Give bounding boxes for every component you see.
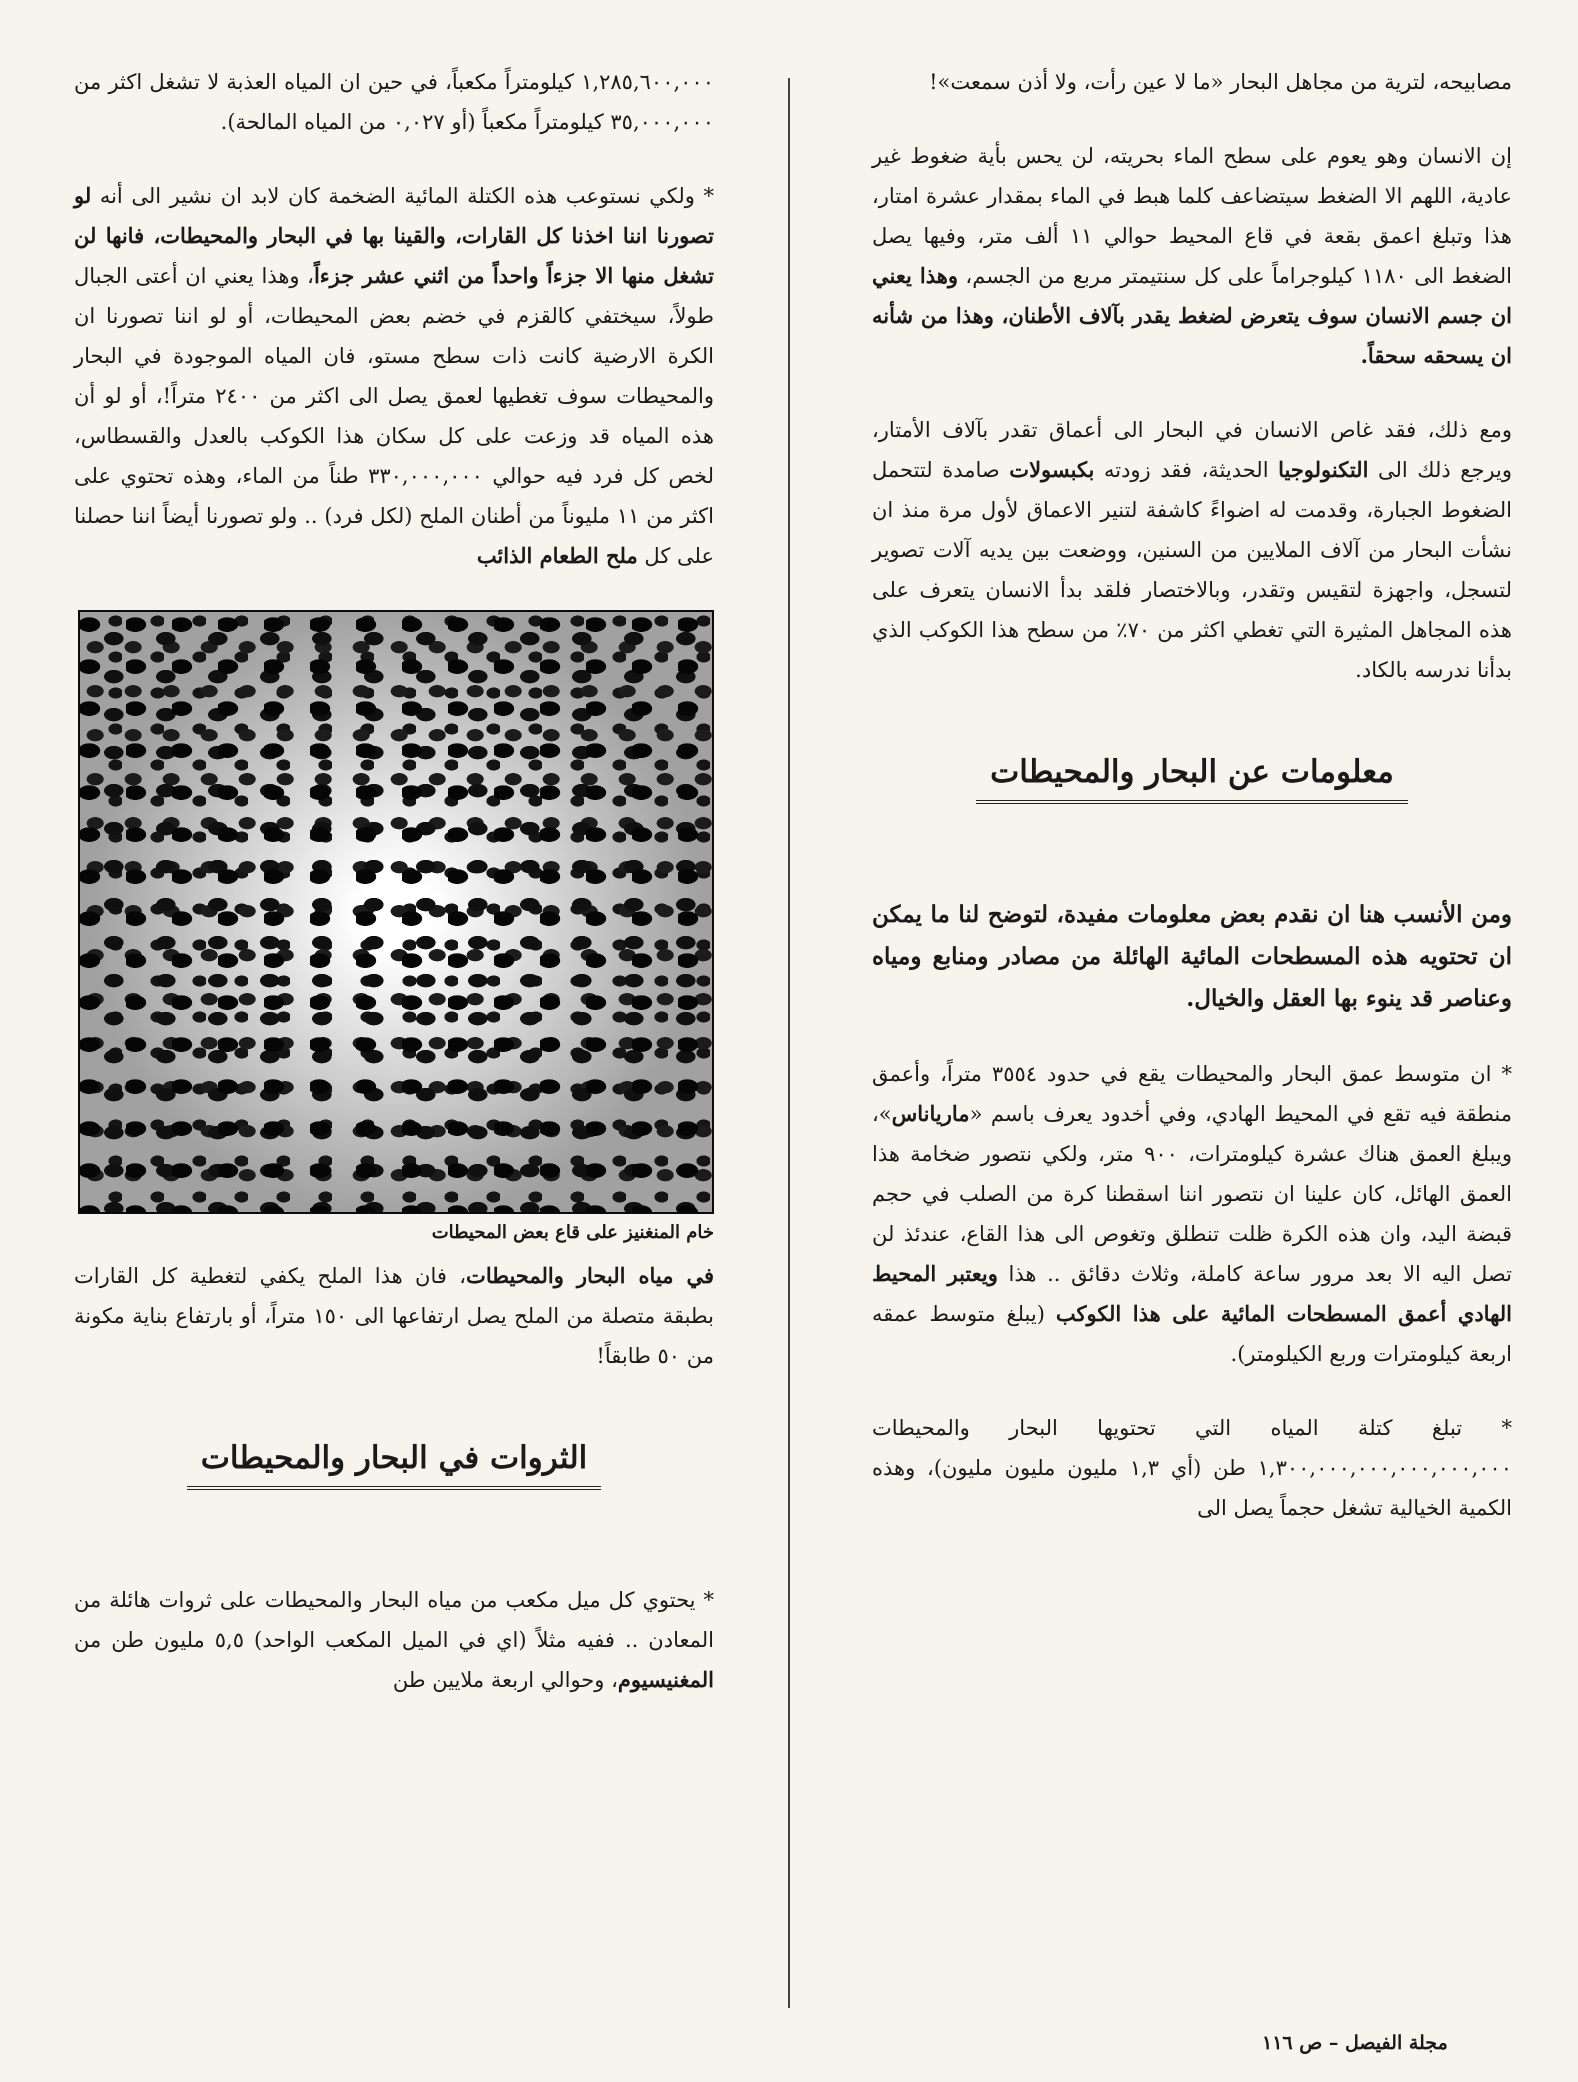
paragraph [872,1054,1512,1374]
bold-text: في مياه البحار والمحيطات [466,1263,714,1288]
photo-caption: خام المنغنيز على قاع بعض المحيطات [431,1222,714,1243]
paragraph: * تبلغ كتلة المياه التي تحتويها البحار والمحيطات ١,٣٠٠,٠٠٠,٠٠٠,٠٠٠,٠٠٠,٠٠٠ طن (أي ١,٣ مليون مليون مليون)، وهذه الكمية الخيالية تشغل حجماً يصل الى [872,1416,1512,1520]
paragraph [74,176,714,576]
right-column [872,62,1512,1562]
section-heading [74,1436,714,1490]
paragraph [74,1580,714,1700]
text-run: * يحتوي كل ميل مكعب من مياه البحار والمحيطات على ثروات هائلة من المعادن .. ففيه مثلاً (اي في الميل المكعب الواحد) ٥,٥ مليون طن من [74,1588,714,1652]
bold-text: وهذا يعني ان جسم الانسان سوف يتعرض لضغط يقدر بآلاف الأطنان، وهذا من شأنه ان يسحقه سحقاً. [872,263,1512,368]
text-run: ، فان هذا الملح يكفي لتغطية كل القارات بطبقة متصلة من الملح يصل ارتفاعها الى ١٥٠ متراً، أو بارتفاع بناية مكونة من ٥٠ طابقاً! [74,1264,714,1368]
bold-text: ويعتبر المحيط الهادي أعمق المسطحات المائية على هذا الكوكب [872,1261,1512,1326]
bold-text: التكنولوجيا [1278,457,1369,482]
bold-text: بكبسولات [1009,457,1095,482]
text-run: * ولكي نستوعب هذه الكتلة المائية الضخمة كان لابد ان نشير الى أنه [91,184,714,208]
bold-text: مارياناس [891,1101,970,1126]
bold-text: لو تصورنا اننا اخذنا كل القارات، والقينا بها في البحار والمحيطات، فانها لن تشغل منها الا جزءاً واحداً من اثني عشر جزءاً [74,183,714,288]
text-run: (يبلغ متوسط عمقه اربعة كيلومترات وربع الكيلومتر). [872,1302,1512,1366]
paragraph [74,1256,714,1376]
text-run: ومع ذلك، فقد غاص الانسان في البحار الى أعماق تقدر بآلاف الأمتار، ويرجع ذلك الى [872,418,1513,482]
paragraph [872,410,1512,690]
bold-text: المغنيسيوم [617,1667,714,1692]
text-run: ، وهذا يعني ان أعتى الجبال طولاً، سيختفي كالقزم في خضم بعض المحيطات، أو لو اننا تصورنا ان الكرة الارضية كانت ذات سطح مستو، فان المياه الموجودة في البحار والمحيطات سوف تغطيها لعمق يصل الى اكثر من ٢٤٠٠ متراً!، أو لو أن هذه المياه قد وزعت على كل سكان هذا الكوكب بالعدل والقسطاس، لخص كل فرد فيه حوالي ٣٣٠,٠٠٠,٠٠٠ طناً من الماء، وهذه تحتوي على اكثر من ١١ مليوناً من أطنان الملح (لكل فرد) .. ولو تصورنا أيضاً اننا حصلنا على كل [74,264,715,568]
text-run: صامدة لتتحمل الضغوط الجبارة، وقدمت له اضواءً كاشفة لتنير الاعماق لأول مرة منذ ان نشأت البحار من آلاف الملايين من السنين، ووضعت بين يديه آلات تصوير لتسجل، واجهزة لتقيس وتقدر، وبالاختصار فلقد بدأ الانسان يتعرف على هذه المجاهل المثيرة التي تغطي اكثر من ٧٠٪ من سطح هذا الكوكب الذي بدأنا ندرسه بالكاد. [872,458,1512,682]
bold-text: ملح الطعام الذائب [476,543,638,568]
text-run: ، وحوالي اربعة ملايين طن [392,1668,618,1692]
column-divider [788,78,790,2008]
paragraph [872,136,1512,376]
text-run: »، ويبلغ العمق هناك عشرة كيلومترات، ٩٠٠ متر، ولكي نتصور ضخامة هذا العمق الهائل، كان علينا ان نتصور اننا اسقطنا كرة من الصلب في حجم قبضة اليد، وان هذه الكرة ظلت تنطلق وتغوص الى هذا القاع، عندئذ لن تصل اليه الا بعد مرور ساعة كاملة، وثلاث دقائق .. هذا [872,1102,1512,1286]
page-footer: مجلة الفيصل – ص ١١٦ [1262,2032,1448,2054]
heading-text: معلومات عن البحار والمحيطات [976,750,1408,804]
text-run: إن الانسان وهو يعوم على سطح الماء بحريته، لن يحس بأية ضغوط غير عادية، اللهم الا الضغط سيتضاعف كلما هبط في الماء بمقدار عشرة امتار، هذا وتبلغ اعمق بقعة في قاع المحيط حوالي ١١ ألف متر، وفيها يصل الضغط الى ١١٨٠ كيلوجراماً على كل سنتيمتر مربع من الجسم، [872,144,1512,288]
section-heading [872,750,1512,804]
heading-text: الثروات في البحار والمحيطات [187,1436,602,1490]
manganese-photo [78,610,714,1214]
lead-paragraph: ومن الأنسب هنا ان نقدم بعض معلومات مفيدة، لتوضح لنا ما يمكن ان تحتويه هذه المسطحات المائية الهائلة من مصادر ومنابع ومياه وعناصر قد ينوء بها العقل والخيال. [872,901,1512,1012]
text-run: الحديثة، فقد زودته [1094,458,1279,482]
text-run: * ان متوسط عمق البحار والمحيطات يقع في حدود ٣٥٥٤ متراً، وأعمق منطقة فيه تقع في المحيط الهادي، وفي أخدود يعرف باسم « [872,1062,1512,1126]
left-column [74,62,714,1734]
paragraph: مصابيحه، لترية من مجاهل البحار «ما لا عين رأت، ولا أذن سمعت»! [929,70,1512,94]
paragraph: ١,٢٨٥,٦٠٠,٠٠٠ كيلومتراً مكعباً، في حين ان المياه العذبة لا تشغل اكثر من ٣٥,٠٠٠,٠٠٠ كيلومتراً مكعباً (أو ٠,٠٢٧ من المياه المالحة). [74,70,714,134]
